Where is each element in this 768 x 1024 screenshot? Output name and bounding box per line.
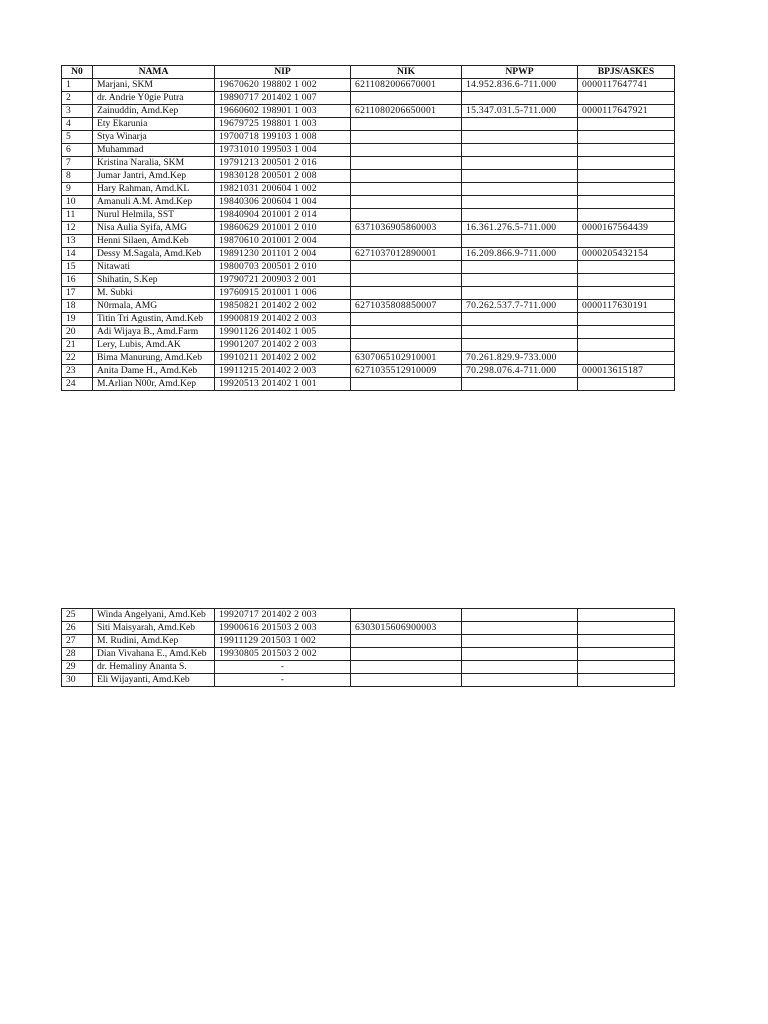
cell-nik: 6307065102910001 bbox=[351, 352, 462, 365]
table-row bbox=[62, 648, 675, 661]
cell-no: 23 bbox=[62, 365, 93, 378]
cell-bpjs bbox=[578, 157, 675, 170]
cell-no: 2 bbox=[62, 92, 93, 105]
cell-bpjs bbox=[578, 378, 675, 391]
cell-nik: 6211080206650001 bbox=[351, 105, 462, 118]
table-row bbox=[62, 183, 675, 196]
cell-bpjs bbox=[578, 274, 675, 287]
cell-no: 25 bbox=[62, 609, 93, 622]
cell-nik bbox=[351, 235, 462, 248]
cell-no: 17 bbox=[62, 287, 93, 300]
cell-nama: Bima Manurung, Amd.Keb bbox=[93, 352, 215, 365]
cell-nik: 6271037012890001 bbox=[351, 248, 462, 261]
cell-npwp bbox=[462, 209, 578, 222]
cell-npwp bbox=[462, 674, 578, 687]
cell-no: 12 bbox=[62, 222, 93, 235]
header-npwp: NPWP bbox=[462, 66, 578, 79]
table-row bbox=[62, 92, 675, 105]
cell-bpjs bbox=[578, 261, 675, 274]
cell-npwp: 70.298.076.4-711.000 bbox=[462, 365, 578, 378]
table-row bbox=[62, 313, 675, 326]
cell-nip: 19900819 201402 2 003 bbox=[215, 313, 351, 326]
cell-bpjs: 0000117647741 bbox=[578, 79, 675, 92]
cell-npwp: 70.262.537.7-711.000 bbox=[462, 300, 578, 313]
cell-npwp: 16.361.276.5-711.000 bbox=[462, 222, 578, 235]
cell-nik bbox=[351, 92, 462, 105]
cell-nip: 19679725 198801 1 003 bbox=[215, 118, 351, 131]
cell-bpjs bbox=[578, 326, 675, 339]
cell-nik: 6211082006670001 bbox=[351, 79, 462, 92]
cell-npwp bbox=[462, 609, 578, 622]
cell-no: 13 bbox=[62, 235, 93, 248]
header-nik: NIK bbox=[351, 66, 462, 79]
cell-nik: 6271035808850007 bbox=[351, 300, 462, 313]
cell-bpjs bbox=[578, 235, 675, 248]
table-row bbox=[62, 105, 675, 118]
cell-bpjs bbox=[578, 287, 675, 300]
cell-bpjs: 0000205432154 bbox=[578, 248, 675, 261]
table-row bbox=[62, 300, 675, 313]
cell-bpjs bbox=[578, 339, 675, 352]
table-row bbox=[62, 326, 675, 339]
cell-nama: Henni Silaen, Amd.Keb bbox=[93, 235, 215, 248]
cell-nama: Amanuli A.M. Amd.Kep bbox=[93, 196, 215, 209]
header-nip: NIP bbox=[215, 66, 351, 79]
cell-nip: 19860629 201001 2 010 bbox=[215, 222, 351, 235]
cell-no: 29 bbox=[62, 661, 93, 674]
cell-npwp bbox=[462, 378, 578, 391]
cell-nip: 19821031 200604 1 002 bbox=[215, 183, 351, 196]
cell-nama: Marjani, SKM bbox=[93, 79, 215, 92]
cell-npwp bbox=[462, 661, 578, 674]
cell-nama: Siti Maisyarah, Amd.Keb bbox=[93, 622, 215, 635]
cell-nik bbox=[351, 339, 462, 352]
cell-nik bbox=[351, 183, 462, 196]
cell-nik bbox=[351, 209, 462, 222]
cell-npwp bbox=[462, 235, 578, 248]
cell-nip: 19850821 201402 2 002 bbox=[215, 300, 351, 313]
cell-no: 7 bbox=[62, 157, 93, 170]
cell-bpjs bbox=[578, 635, 675, 648]
cell-nik bbox=[351, 635, 462, 648]
cell-nik bbox=[351, 157, 462, 170]
table-row bbox=[62, 131, 675, 144]
cell-nama: Dessy M.Sagala, Amd.Keb bbox=[93, 248, 215, 261]
cell-nip: 19920717 201402 2 003 bbox=[215, 609, 351, 622]
cell-nama: M. Rudini, Amd.Kep bbox=[93, 635, 215, 648]
cell-npwp bbox=[462, 287, 578, 300]
table-row bbox=[62, 170, 675, 183]
cell-no: 22 bbox=[62, 352, 93, 365]
header-bpjs: BPJS/ASKES bbox=[578, 66, 675, 79]
cell-no: 24 bbox=[62, 378, 93, 391]
cell-nip: 19901207 201402 2 003 bbox=[215, 339, 351, 352]
cell-no: 4 bbox=[62, 118, 93, 131]
cell-bpjs bbox=[578, 183, 675, 196]
cell-nama: dr. Hemaliny Ananta S. bbox=[93, 661, 215, 674]
cell-nama: Jumar Jantri, Amd.Kep bbox=[93, 170, 215, 183]
table-row bbox=[62, 79, 675, 92]
table-row bbox=[62, 235, 675, 248]
cell-nip: 19870610 201001 2 004 bbox=[215, 235, 351, 248]
cell-npwp: 15.347.031.5-711.000 bbox=[462, 105, 578, 118]
table-row bbox=[62, 378, 675, 391]
cell-nip: 19830128 200501 2 008 bbox=[215, 170, 351, 183]
cell-npwp bbox=[462, 196, 578, 209]
cell-npwp: 70.261.829.9-733.000 bbox=[462, 352, 578, 365]
cell-nik bbox=[351, 261, 462, 274]
cell-nik: 6271035512910009 bbox=[351, 365, 462, 378]
cell-nama: Eli Wijayanti, Amd.Keb bbox=[93, 674, 215, 687]
cell-no: 10 bbox=[62, 196, 93, 209]
table-row bbox=[62, 196, 675, 209]
table-row bbox=[62, 609, 675, 622]
cell-nik bbox=[351, 378, 462, 391]
cell-no: 28 bbox=[62, 648, 93, 661]
cell-nik bbox=[351, 326, 462, 339]
table-row bbox=[62, 274, 675, 287]
cell-nip: 19901126 201402 1 005 bbox=[215, 326, 351, 339]
table-row bbox=[62, 287, 675, 300]
cell-no: 20 bbox=[62, 326, 93, 339]
cell-nik bbox=[351, 144, 462, 157]
table-row bbox=[62, 261, 675, 274]
cell-nik: 6303015606900003 bbox=[351, 622, 462, 635]
cell-nama: Nitawati bbox=[93, 261, 215, 274]
cell-nama: Lery, Lubis, Amd.AK bbox=[93, 339, 215, 352]
cell-npwp bbox=[462, 635, 578, 648]
table-row bbox=[62, 157, 675, 170]
table-row bbox=[62, 248, 675, 261]
cell-nip: 19890717 201402 1 007 bbox=[215, 92, 351, 105]
cell-nip: 19911215 201402 2 003 bbox=[215, 365, 351, 378]
cell-no: 26 bbox=[62, 622, 93, 635]
cell-nip: 19731010 199503 1 004 bbox=[215, 144, 351, 157]
cell-nik bbox=[351, 661, 462, 674]
cell-npwp: 14.952.836.6-711.000 bbox=[462, 79, 578, 92]
cell-bpjs bbox=[578, 648, 675, 661]
cell-nik bbox=[351, 287, 462, 300]
cell-nik bbox=[351, 170, 462, 183]
cell-npwp bbox=[462, 157, 578, 170]
cell-npwp bbox=[462, 170, 578, 183]
cell-bpjs bbox=[578, 313, 675, 326]
table-row bbox=[62, 352, 675, 365]
cell-nip: 19660602 198901 1 003 bbox=[215, 105, 351, 118]
cell-nama: Stya Winarja bbox=[93, 131, 215, 144]
cell-bpjs: 0000167564439 bbox=[578, 222, 675, 235]
cell-nama: Titin Tri Agustin, Amd.Keb bbox=[93, 313, 215, 326]
cell-no: 1 bbox=[62, 79, 93, 92]
cell-nip: 19891230 201101 2 004 bbox=[215, 248, 351, 261]
cell-nik bbox=[351, 196, 462, 209]
cell-nik bbox=[351, 131, 462, 144]
cell-bpjs: 0000117630191 bbox=[578, 300, 675, 313]
cell-no: 5 bbox=[62, 131, 93, 144]
cell-npwp bbox=[462, 92, 578, 105]
table-row bbox=[62, 622, 675, 635]
cell-no: 3 bbox=[62, 105, 93, 118]
cell-nik bbox=[351, 648, 462, 661]
cell-npwp bbox=[462, 183, 578, 196]
cell-nik bbox=[351, 274, 462, 287]
cell-nip: 19930805 201503 2 002 bbox=[215, 648, 351, 661]
cell-bpjs bbox=[578, 674, 675, 687]
cell-nip: 19790721 200903 2 001 bbox=[215, 274, 351, 287]
cell-nama: Zainuddin, Amd.Kep bbox=[93, 105, 215, 118]
table-row bbox=[62, 661, 675, 674]
cell-nama: Ety Ekarunia bbox=[93, 118, 215, 131]
table-row bbox=[62, 674, 675, 687]
table-row bbox=[62, 222, 675, 235]
cell-nip: 19840306 200604 1 004 bbox=[215, 196, 351, 209]
cell-nama: Nurul Helmila, SST bbox=[93, 209, 215, 222]
cell-npwp bbox=[462, 622, 578, 635]
cell-bpjs bbox=[578, 352, 675, 365]
cell-bpjs bbox=[578, 170, 675, 183]
header-nama: NAMA bbox=[93, 66, 215, 79]
staff-table-page-2 bbox=[61, 608, 675, 687]
header-no: N0 bbox=[62, 66, 93, 79]
cell-nip: - bbox=[215, 674, 351, 687]
cell-no: 16 bbox=[62, 274, 93, 287]
cell-bpjs: 000013615187 bbox=[578, 365, 675, 378]
cell-nip: 19760915 201001 1 006 bbox=[215, 287, 351, 300]
cell-npwp bbox=[462, 339, 578, 352]
cell-no: 9 bbox=[62, 183, 93, 196]
cell-bpjs bbox=[578, 196, 675, 209]
cell-bpjs bbox=[578, 609, 675, 622]
cell-no: 14 bbox=[62, 248, 93, 261]
table-row bbox=[62, 209, 675, 222]
cell-npwp: 16.209.866.9-711.000 bbox=[462, 248, 578, 261]
cell-bpjs bbox=[578, 144, 675, 157]
cell-nik bbox=[351, 313, 462, 326]
cell-nik bbox=[351, 674, 462, 687]
cell-npwp bbox=[462, 313, 578, 326]
cell-nama: N0rmala, AMG bbox=[93, 300, 215, 313]
cell-nama: Hary Rahman, Amd.KL bbox=[93, 183, 215, 196]
table-row bbox=[62, 635, 675, 648]
cell-nip: 19800703 200501 2 010 bbox=[215, 261, 351, 274]
cell-no: 30 bbox=[62, 674, 93, 687]
cell-npwp bbox=[462, 326, 578, 339]
cell-nama: Dian Vivahana E., Amd.Keb bbox=[93, 648, 215, 661]
cell-no: 18 bbox=[62, 300, 93, 313]
cell-nama: Adi Wijaya B., Amd.Farm bbox=[93, 326, 215, 339]
cell-nama: Anita Dame H., Amd.Keb bbox=[93, 365, 215, 378]
table-row bbox=[62, 118, 675, 131]
cell-nama: Kristina Naralia, SKM bbox=[93, 157, 215, 170]
cell-nik bbox=[351, 609, 462, 622]
cell-nama: Winda Angelyani, Amd.Keb bbox=[93, 609, 215, 622]
cell-npwp bbox=[462, 118, 578, 131]
cell-nama: Nisa Aulia Syifa, AMG bbox=[93, 222, 215, 235]
table-row bbox=[62, 365, 675, 378]
cell-nip: 19900616 201503 2 003 bbox=[215, 622, 351, 635]
cell-bpjs bbox=[578, 131, 675, 144]
cell-nip: 19670620 198802 1 002 bbox=[215, 79, 351, 92]
cell-nip: 19910211 201402 2 002 bbox=[215, 352, 351, 365]
table-header-row bbox=[62, 66, 675, 79]
cell-no: 6 bbox=[62, 144, 93, 157]
cell-bpjs bbox=[578, 622, 675, 635]
cell-nip: 19911129 201503 1 002 bbox=[215, 635, 351, 648]
cell-bpjs bbox=[578, 118, 675, 131]
cell-nama: M. Subki bbox=[93, 287, 215, 300]
cell-no: 8 bbox=[62, 170, 93, 183]
cell-bpjs bbox=[578, 92, 675, 105]
cell-nip: 19791213 200501 2 016 bbox=[215, 157, 351, 170]
cell-nip: 19920513 201402 1 001 bbox=[215, 378, 351, 391]
cell-no: 15 bbox=[62, 261, 93, 274]
cell-nama: M.Arlian N00r, Amd.Kep bbox=[93, 378, 215, 391]
cell-bpjs bbox=[578, 209, 675, 222]
cell-npwp bbox=[462, 274, 578, 287]
cell-nama: dr. Andrie Y0gie Putra bbox=[93, 92, 215, 105]
cell-nama: Shihatin, S.Kep bbox=[93, 274, 215, 287]
cell-npwp bbox=[462, 131, 578, 144]
cell-npwp bbox=[462, 261, 578, 274]
cell-nik bbox=[351, 118, 462, 131]
staff-table-page-1 bbox=[61, 65, 675, 391]
cell-nip: - bbox=[215, 661, 351, 674]
cell-nik: 6371036905860003 bbox=[351, 222, 462, 235]
cell-nama: Muhammad bbox=[93, 144, 215, 157]
table-row bbox=[62, 339, 675, 352]
cell-no: 19 bbox=[62, 313, 93, 326]
cell-no: 27 bbox=[62, 635, 93, 648]
cell-bpjs bbox=[578, 661, 675, 674]
cell-nip: 19700718 199103 1 008 bbox=[215, 131, 351, 144]
cell-bpjs: 0000117647921 bbox=[578, 105, 675, 118]
cell-no: 21 bbox=[62, 339, 93, 352]
cell-no: 11 bbox=[62, 209, 93, 222]
cell-npwp bbox=[462, 648, 578, 661]
cell-npwp bbox=[462, 144, 578, 157]
cell-nip: 19840904 201001 2 014 bbox=[215, 209, 351, 222]
table-row bbox=[62, 144, 675, 157]
